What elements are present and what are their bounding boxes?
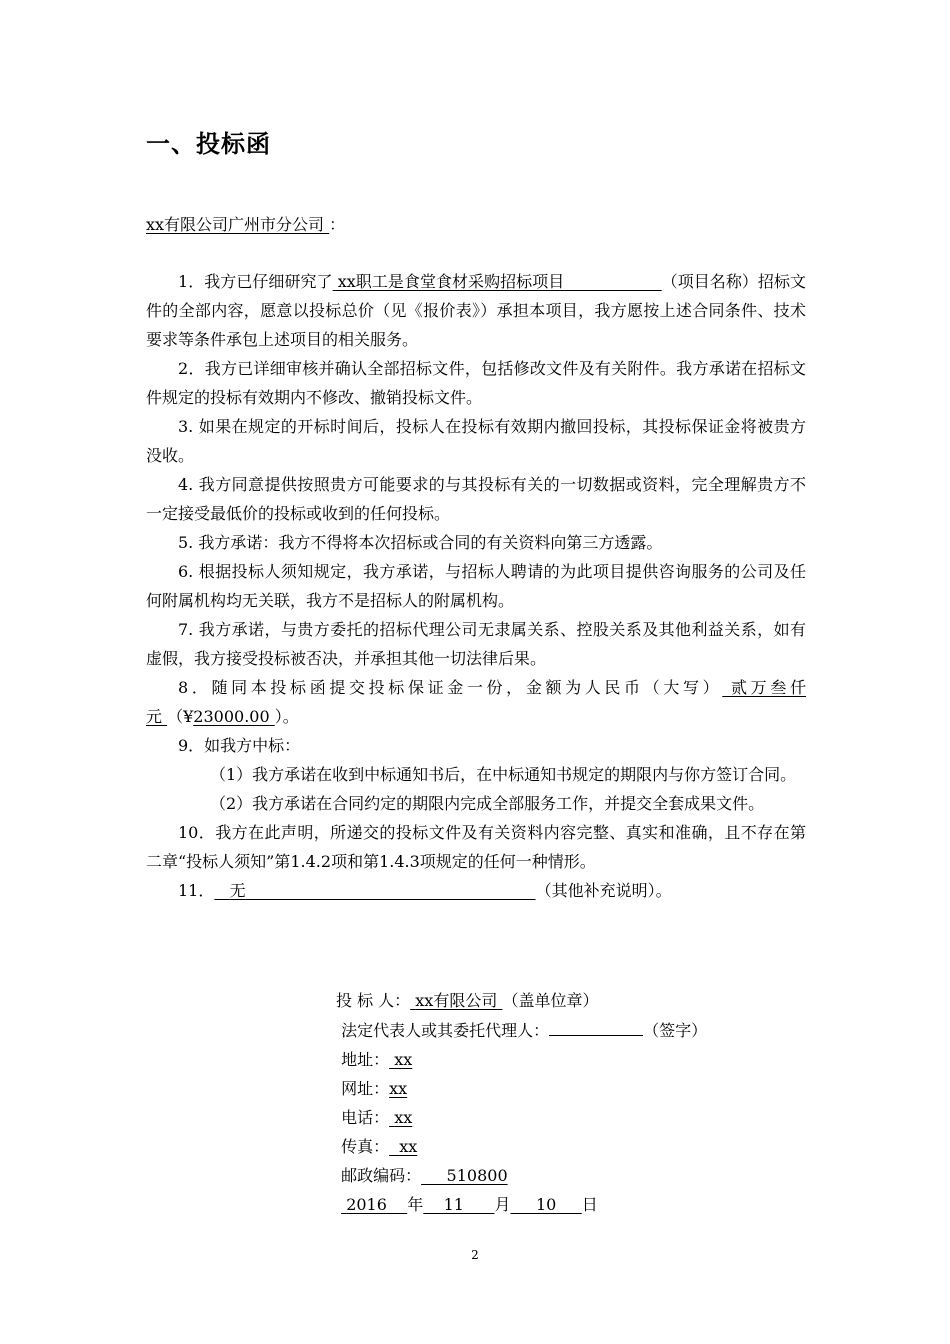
- bidder-name: xx有限公司: [415, 991, 498, 1010]
- clause-7: 7. 我方承诺，与贵方委托的招标代理公司无隶属关系、控股关系及其他利益关系，如有虚假，我方接受投标被否决，并承担其他一切法律后果。: [146, 620, 806, 668]
- representative-row: 法定代表人或其委托代理人： （签字）: [336, 1015, 707, 1045]
- clause-11: 11． 无 （其他补充说明）。: [178, 881, 672, 900]
- salutation-suffix: ：: [329, 215, 346, 234]
- page-number: 2: [471, 1248, 479, 1262]
- recipient-name: xx有限公司广州市分公司: [146, 215, 325, 234]
- clause-9-1: （1）我方承诺在收到中标通知书后，在中标通知书规定的期限内与你方签订合同。: [210, 765, 797, 784]
- postcode-value: 510800: [446, 1166, 508, 1185]
- clause-2: 2．我方已详细审核并确认全部招标文件，包括修改文件及有关附件。我方承诺在招标文件规定的投标有效期内不修改、撤销投标文件。: [146, 359, 806, 407]
- clause-10: 10．我方在此声明，所递交的投标文件及有关资料内容完整、真实和准确，且不存在第二章“投标人须知”第1.4.2项和第1.4.3项规定的任何一种情形。: [146, 823, 806, 871]
- deposit-amount-words: 贰万叁仟元: [146, 678, 806, 726]
- clause-5: 5. 我方承诺：我方不得将本次招标或合同的有关资料向第三方透露。: [178, 533, 663, 552]
- date-day: 10: [535, 1195, 557, 1214]
- bidder-row: 投 标 人： xx有限公司 （盖单位章）: [336, 991, 599, 1010]
- letter-body: [146, 267, 806, 905]
- date-year: 2016: [346, 1195, 387, 1214]
- clause-8: 8．随同本投标函提交投标保证金一份，金额为人民币（大写） 贰万叁仟元 （¥23000.00 ）。: [146, 678, 806, 726]
- clause-6: 6. 根据投标人须知规定，我方承诺，与招标人聘请的为此项目提供咨询服务的公司及任何附属机构均无关联，我方不是招标人的附属机构。: [146, 562, 806, 610]
- address-value: xx: [394, 1050, 413, 1069]
- project-name: xx职工是食堂食材采购招标项目: [337, 272, 565, 291]
- clause-1: 1．我方已仔细研究了 xx职工是食堂食材采购招标项目 （项目名称）招标文件的全部内容，愿意以投标总价（见《报价表》）承担本项目，我方愿按上述合同条件、技术要求等条件承包上述项目的相关服务。: [146, 272, 806, 349]
- deposit-amount-number: 23000.00: [193, 707, 270, 726]
- salutation: [146, 212, 345, 235]
- fax-row: 传真： xx: [341, 1137, 418, 1156]
- address-row: 地址： xx: [341, 1050, 413, 1069]
- phone-value: xx: [394, 1108, 413, 1127]
- clause-9: 9．如我方中标：: [178, 736, 301, 755]
- page-title: 一、投标函: [146, 130, 271, 158]
- website-value: xx: [389, 1079, 408, 1098]
- phone-row: 电话： xx: [341, 1108, 413, 1127]
- date-month: 11: [443, 1195, 464, 1214]
- clause-3: 3. 如果在规定的开标时间后，投标人在投标有效期内撤回投标，其投标保证金将被贵方没收。: [146, 417, 806, 465]
- date-row: 2016 年 11 月 10 日: [336, 1190, 707, 1219]
- supplementary-note: 无: [229, 881, 246, 900]
- website-row: 网址：xx: [341, 1079, 408, 1098]
- clause-9-2: （2）我方承诺在合同约定的期限内完成全部服务工作，并提交全套成果文件。: [210, 794, 765, 813]
- representative-signature-line: [549, 1015, 643, 1036]
- postcode-row: 邮政编码： 510800: [341, 1166, 508, 1185]
- clause-4: 4. 我方同意提供按照贵方可能要求的与其投标有关的一切数据或资料，完全理解贵方不一定接受最低价的投标或收到的任何投标。: [146, 475, 806, 523]
- fax-value: xx: [399, 1137, 418, 1156]
- signature-block: [336, 986, 707, 1219]
